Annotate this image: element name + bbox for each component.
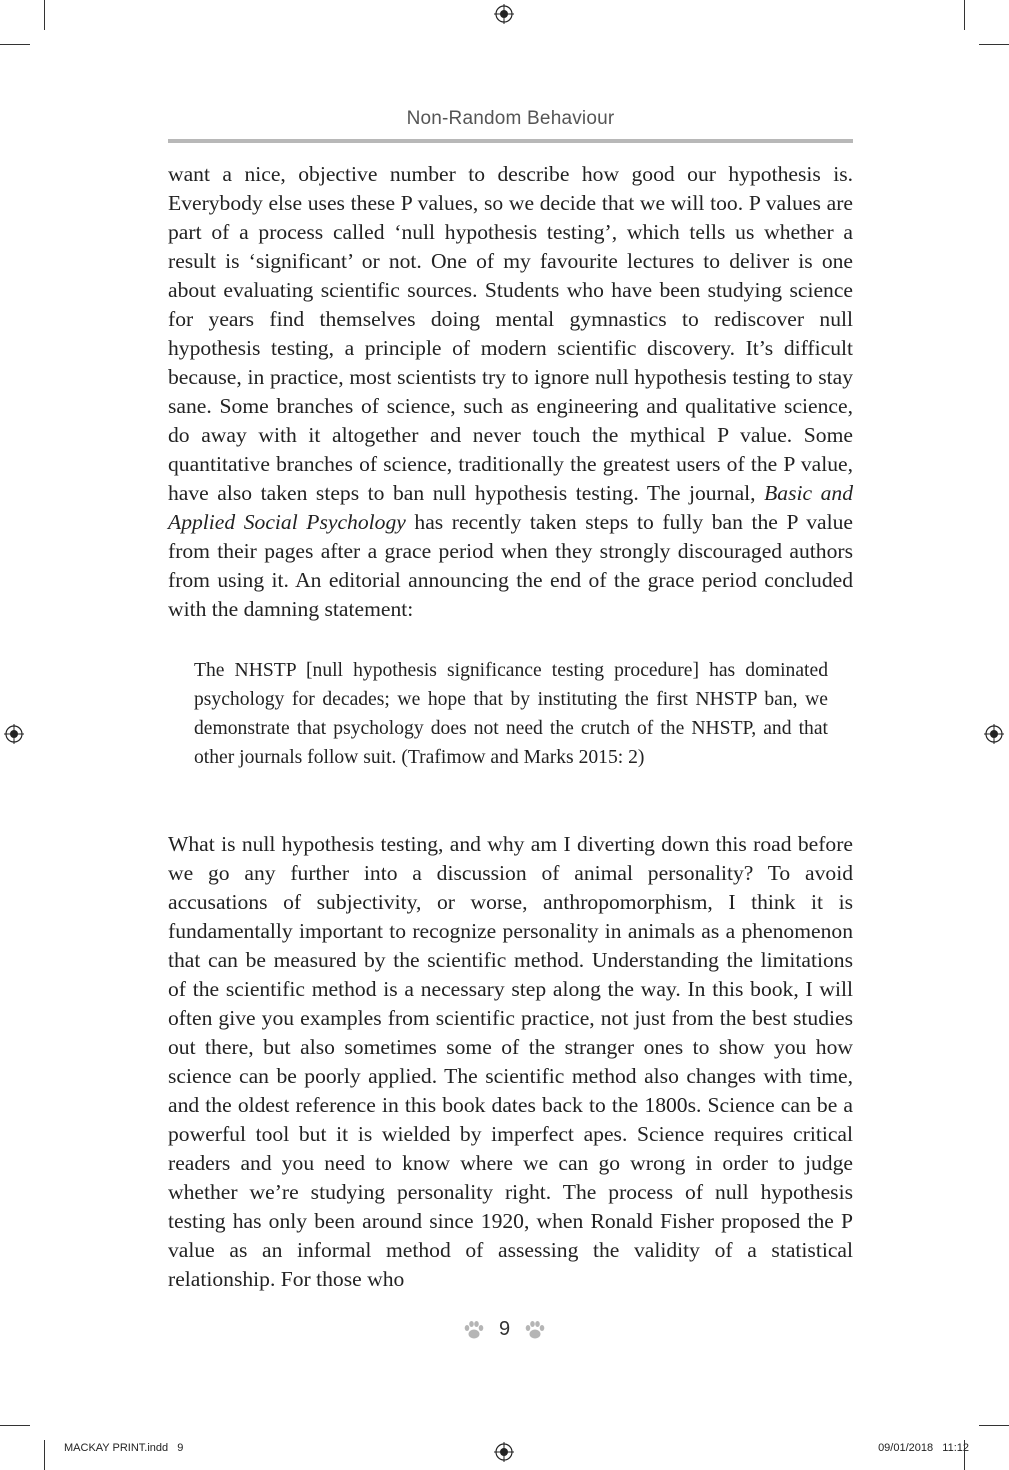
registration-mark-bottom-icon xyxy=(494,1442,514,1462)
running-head-rule xyxy=(168,139,853,143)
body-paragraph-2: What is null hypothesis testing, and why am I diverting down this road before we go any further into a discussion of animal personality? To avoid accusations of subjectivity, or worse, anthropomorphism, I think it is fundamentally important to recognize personality in animals as a phenomenon that can be measured by the scientific method. Understanding the limitations of the scientific method is a necessary step along the way. In this book, I will often give you examples from scientific practice, not just from the best studies out there, but also sometimes some of the stranger ones to show you how science can be poorly applied. The scientific method also changes with time, and the oldest reference in this book dates back to the 1800s. Science can be a powerful tool but it is wielded by imperfect apes. Science requires critical readers and you need to know where we can go wrong in order to judge whether we’re studying personality right. The process of null hypothesis testing has only been around since 1920, when Ronald Fisher proposed the P value as an informal method of assessing the validity of a statistical relationship. For those who xyxy=(168,832,853,1291)
registration-mark-right-icon xyxy=(984,724,1004,744)
crop-mark-bottom-left-horizontal xyxy=(0,1425,30,1426)
paragraph-1-text-after-title: has recently taken steps to fully ban the P value from their pages after a grace period when they strongly discouraged authors from using it. An editorial announcing the end of the grace period concluded with the damning statement: xyxy=(168,510,853,621)
paragraph-1-text-before-title: want a nice, objective number to describe how good our hypothesis is. Everybody else uses these P values, so we decide that we will too. P values are part of a process called ‘null hypothesis testing’, which tells us whether a result is ‘significant’ or not. One of my favourite lectures to deliver is one about evaluating scientific sources. Students who have been studying science for years find themselves doing mental gymnastics to rediscover null hypothesis testing, a principle of modern scientific discovery. It’s difficult because, in practice, most scientists try to ignore null hypothesis testing to stay sane. Some branches of science, such as engineering and qualitative science, do away with it altogether and never touch the mythical P value. Some quantitative branches of science, traditionally the greatest users of the P value, have also taken steps to ban null hypothesis testing. The journal, xyxy=(168,162,853,505)
registration-mark-left-icon xyxy=(4,724,24,744)
crop-mark-bottom-right-horizontal xyxy=(979,1425,1009,1426)
paw-print-icon xyxy=(463,1320,485,1340)
journal-title: Basic and Applied Social Psychology xyxy=(168,481,853,534)
crop-mark-bottom-left-vertical xyxy=(44,1440,45,1470)
crop-mark-top-right-horizontal xyxy=(979,44,1009,45)
block-quotation: The NHSTP [null hypothesis significance testing procedure] has dominated psychology for decades; we hope that by instituting the first NHSTP ban, we demonstrate that psychology does not need the crutch of the NHSTP, and that other journals follow suit. (Trafimow and Marks 2015: 2) xyxy=(194,660,828,768)
page-number: 9 xyxy=(498,1318,511,1341)
slug-timestamp: 09/01/2018 11:12 xyxy=(878,1442,969,1454)
body-paragraph-1 xyxy=(168,160,853,624)
registration-mark-top-icon xyxy=(494,4,514,24)
slug-file-name: MACKAY PRINT.indd 9 xyxy=(64,1442,184,1454)
crop-mark-top-right-vertical xyxy=(964,0,965,30)
running-head: Non-Random Behaviour xyxy=(406,108,615,129)
paw-print-icon xyxy=(524,1320,546,1340)
crop-mark-top-left-horizontal xyxy=(0,44,30,45)
folio xyxy=(0,1318,1009,1341)
crop-mark-top-left-vertical xyxy=(44,0,45,30)
